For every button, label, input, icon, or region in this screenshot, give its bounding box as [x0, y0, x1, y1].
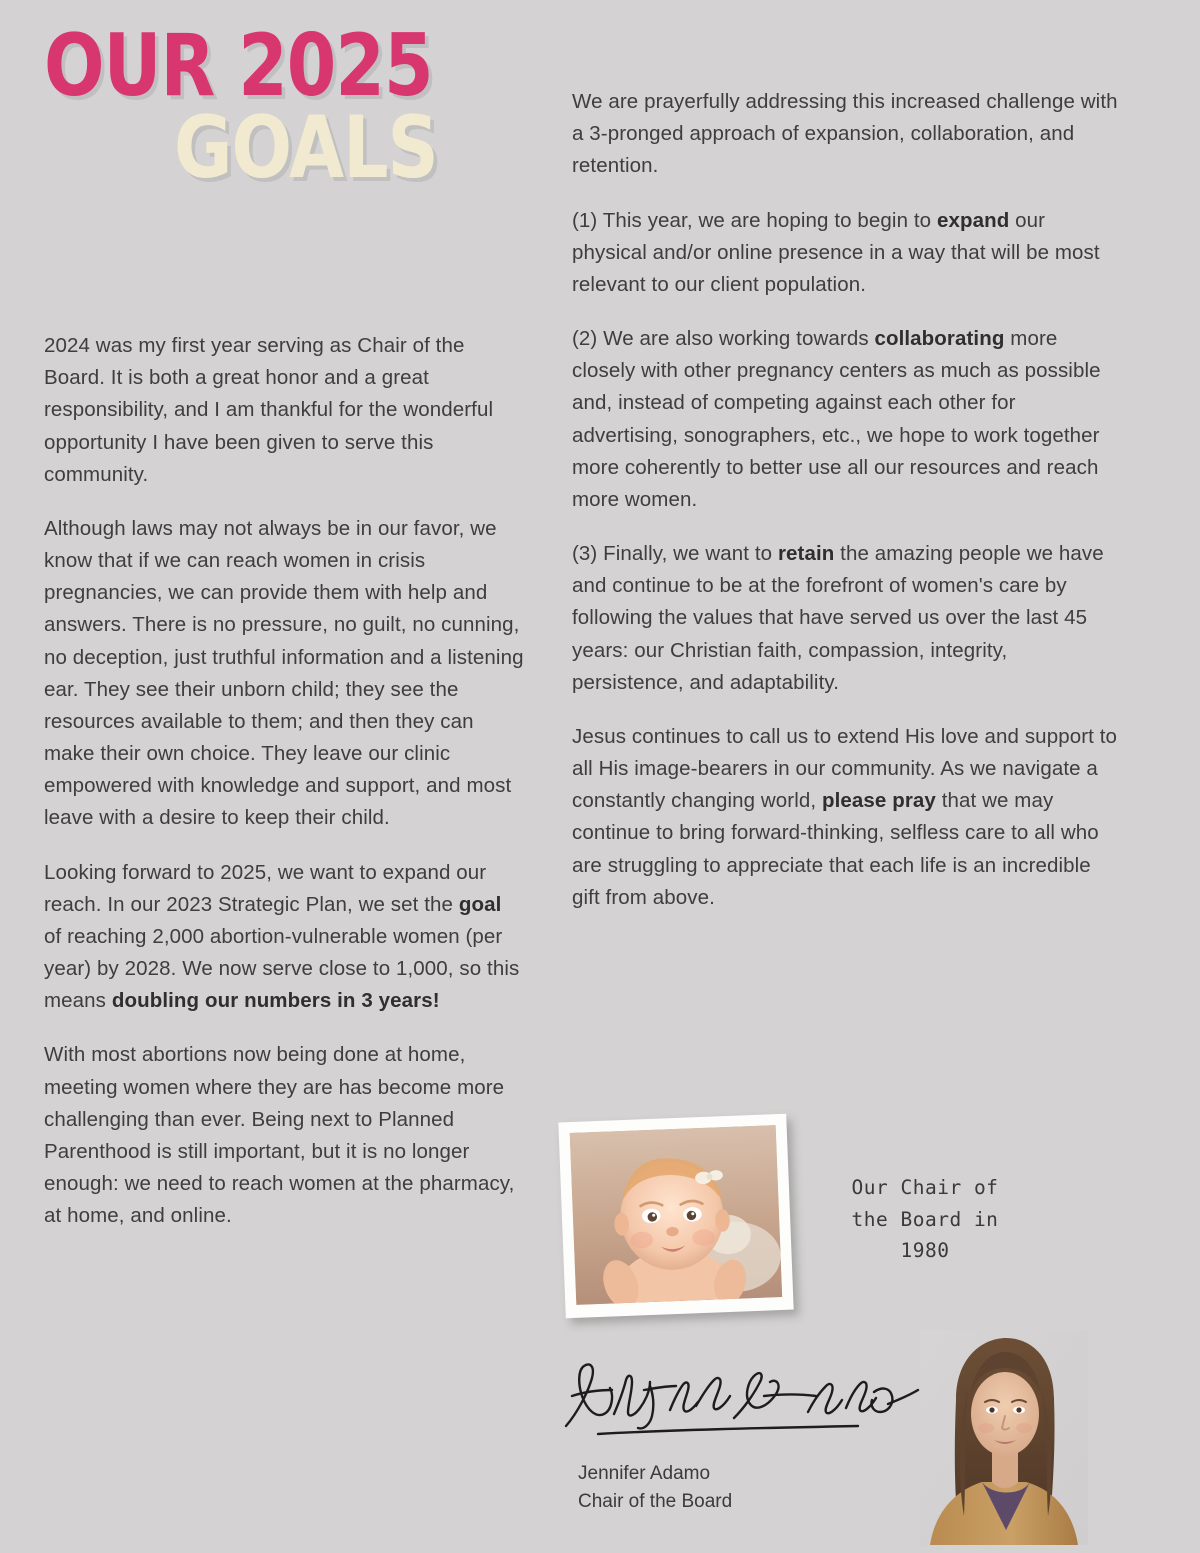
portrait-photo-icon [920, 1330, 1088, 1545]
paragraph-right-3 [572, 323, 1120, 516]
emphasis-please-pray: please pray [821, 789, 936, 813]
text-run: more closely with other pregnancy centers as much as possible and, instead of competing against each other for advertising, sonographers, etc., we hope to work together more coherently to better use all our resources and reach more women. [572, 327, 1101, 511]
photo-image [570, 1125, 782, 1305]
baby-illustration-icon [570, 1125, 782, 1305]
right-column [572, 86, 1120, 914]
page-title-line-1: OUR 2025 [44, 16, 433, 116]
signer-role: Chair of the Board [578, 1490, 733, 1512]
text-run: Looking forward to 2025, we want to expand our reach. In our 2023 Strategic Plan, we set the [44, 860, 487, 916]
text-run: (1) This year, we are hoping to begin to [572, 208, 937, 232]
paragraph-left-1: 2024 was my first year serving as Chair of the Board. It is both a great honor and a great responsibility, and I am thankful for the wonderful opportunity I have been given to serve this community. [44, 334, 494, 486]
paragraph-left-3 [44, 857, 524, 1018]
text-run: the amazing people we have and continue to be at the forefront of women's care by following the values that have served us over the last 45 years: our Christian faith, compassion, integrity, persistence, and adaptability. [572, 542, 1104, 694]
emphasis-goal: goal [458, 892, 502, 916]
signature-name-block [578, 1460, 732, 1515]
text-run: our physical and/or online presence in a way that will be most relevant to our client population. [572, 208, 1100, 296]
baby-photo [562, 1118, 814, 1328]
emphasis-doubling: doubling our numbers in 3 years! [111, 989, 440, 1013]
paragraph-left-2: Although laws may not always be in our favor, we know that if we can reach women in crisis pregnancies, we can provide them with help and answers. There is no pressure, no guilt, no cunning, no deception, just truthful information and a listening ear. They see their unborn child; they see the resources available to them; and then they can make their own choice. They leave our clinic empowered with knowledge and support, and most leave with a desire to keep their child. [44, 516, 524, 830]
emphasis-collaborating: collaborating [874, 327, 1005, 351]
text-run: (3) Finally, we want to [572, 542, 778, 566]
signature-image [558, 1352, 938, 1452]
photo-caption: Our Chair of the Board in 1980 [851, 1176, 999, 1263]
paragraph-right-2 [572, 205, 1120, 302]
page-title-line-2: GOALS [174, 97, 438, 198]
text-run: Jesus continues to call us to extend His love and support to all His image-bearers in our community. As we navigate a constantly changing world, [572, 724, 1118, 813]
photo-frame [558, 1114, 793, 1319]
paragraph-right-4 [572, 538, 1120, 699]
paragraph-right-1: We are prayerfully addressing this increased challenge with a 3-pronged approach of expansion, collaboration, and retention. [572, 90, 1118, 178]
emphasis-expand: expand [936, 208, 1010, 232]
left-column [44, 330, 524, 1232]
handwritten-signature-icon [558, 1352, 938, 1452]
text-run: (2) We are also working towards [572, 327, 875, 351]
chair-headshot [920, 1330, 1088, 1545]
emphasis-retain: retain [777, 542, 835, 566]
paragraph-left-4: With most abortions now being done at home, meeting women where they are has become more challenging than ever. Being next to Planned Parenthood is still important, but it is no longer enough: we need to reach women at the pharmacy, at home, and online. [44, 1043, 515, 1228]
paragraph-right-5 [572, 721, 1120, 914]
page-title [44, 16, 514, 198]
text-run: that we may continue to bring forward-thinking, selfless care to all who are struggling to appreciate that each life is an incredible gift from above. [572, 789, 1099, 909]
text-run: of reaching 2,000 abortion-vulnerable women (per year) by 2028. We now serve close to 1,000, so this means [44, 924, 520, 1013]
signer-name: Jennifer Adamo [578, 1463, 711, 1484]
